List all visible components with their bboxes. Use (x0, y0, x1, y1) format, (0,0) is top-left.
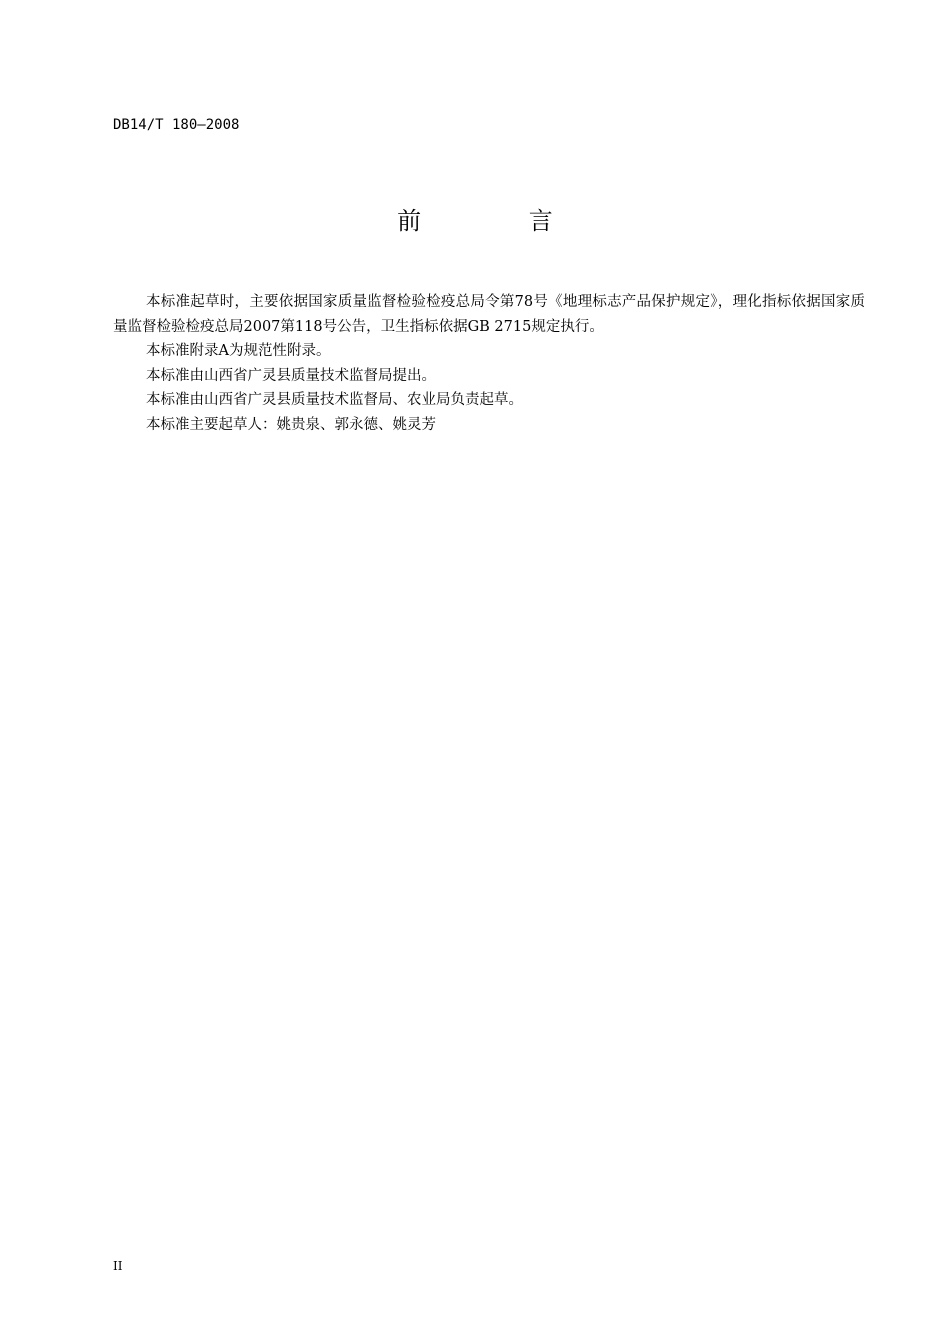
page-number: II (113, 1259, 123, 1273)
paragraph-appendix: 本标准附录A为规范性附录。 (146, 343, 331, 359)
paragraph-basis: 本标准起草时，主要依据国家质量监督检验检疫总局令第78号《地理标志产品保护规定》，理化指标依据国家质量监督检验检疫总局2007第118号公告，卫生指标依据GB 2715规定执行。 (113, 294, 865, 335)
paragraph-drafting-units: 本标准由山西省广灵县质量技术监督局、农业局负责起草。 (146, 392, 523, 408)
paragraph-proposer: 本标准由山西省广灵县质量技术监督局提出。 (146, 367, 436, 384)
document-code: DB14/T 180—2008 (113, 117, 240, 133)
foreword-body (113, 290, 865, 437)
paragraph-drafters: 本标准主要起草人：姚贵泉、郭永德、姚灵芳 (146, 416, 436, 433)
section-title: 前 言 (397, 207, 603, 235)
